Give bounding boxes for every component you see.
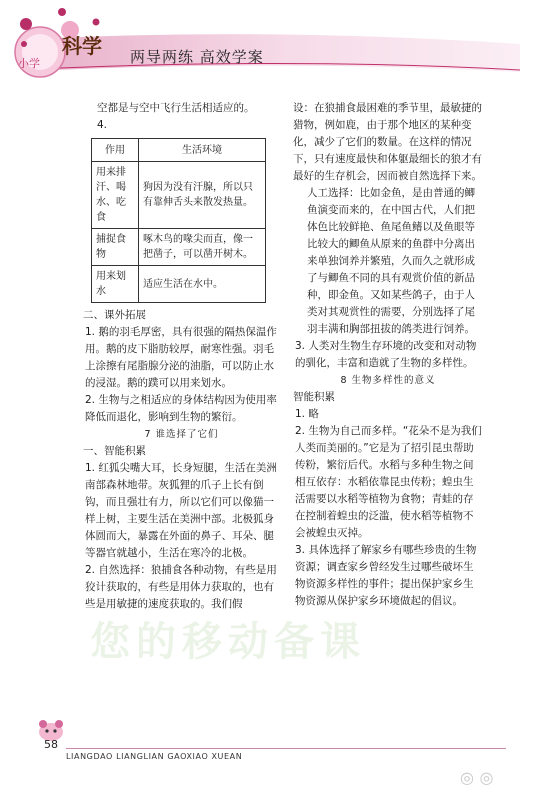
subject-title: 科学: [62, 34, 102, 58]
section-heading: 智能积累: [293, 391, 335, 403]
watermark: 您的移动备课: [90, 618, 366, 665]
table-header-row: [92, 139, 266, 162]
paragraph: 2. 生物为自己而多样。“花朵不是为我们人类而美丽的。”它是为了招引昆虫帮助传粉，繁衍后代。水稻与多种生物之间相互依存：水稻依靠昆虫传粉；蝗虫生活需要以水稻等植物为食物；青蛙的存在控制着蝗虫的泛滥，使水稻等植物不会被蝗虫灭掉。: [295, 425, 482, 539]
left-column: [83, 100, 280, 613]
paragraph: 人工选择：比如金鱼，是由普通的鲫鱼演变而来的，在中国古代，人们把体色比较鲜艳、鱼尾鱼鳍以及鱼眼等比较大的鲫鱼从原来的鱼群中分离出来单独饲养并繁殖，久而久之就形成了与鲫鱼不同的具有观赏价值的新品种，即金鱼。又如某些鸽子，由于人类对其观赏性的需要，分别选择了尾羽丰满和胸部扭拔的鸽类进行饲养。: [307, 187, 475, 335]
habitat-table: [91, 138, 266, 303]
table-cell: 啄木鸟的喙尖而直，像一把凿子，可以凿开树木。: [139, 229, 266, 266]
right-column: [293, 100, 483, 610]
item-number: 4.: [97, 119, 108, 131]
section-heading: 一、智能积累: [83, 445, 146, 457]
table-header-cell: 作用: [92, 139, 139, 162]
paragraph: 2. 生物与之相适应的身体结构因为使用率降低而退化，影响到生物的繁衍。: [85, 394, 277, 423]
lesson-title: 7 谁选择了它们: [144, 429, 219, 440]
page-number: 58: [44, 738, 58, 751]
paragraph: 2. 自然选择：狼捕食各种动物，有些是用狡计获取的，有些是用体力获取的，也有些是用敏捷的速度获取的。我们假: [85, 564, 277, 610]
table-row: [92, 266, 266, 303]
footer-pinyin: LIANGDAO LIANGLIAN GAOXIAO XUEAN: [66, 752, 243, 761]
table-row: [92, 229, 266, 266]
paragraph: 1. 略: [295, 408, 319, 420]
paragraph: 空都是与空中飞行生活相适应的。: [97, 102, 255, 114]
paragraph: 1. 红狐尖嘴大耳，长身短腿，生活在美洲南部森林地带。灰狐狸的爪子上长有倒钩，而且强壮有力，所以它们可以像猫一样上树，主要生活在美洲中部。北极狐身体圆而大，暴露在外面的鼻子、耳朵、腿等器官就越小，生活在寒冷的北极。: [85, 462, 277, 559]
table-cell: 捕捉食物: [92, 229, 139, 266]
section-heading: 二、课外拓展: [83, 309, 146, 321]
grade-badge: 小学: [18, 57, 40, 70]
table-cell: 适应生活在水中。: [139, 266, 266, 303]
footer-divider: [66, 748, 506, 749]
paragraph: 设：在狼捕食最困难的季节里，最敏捷的猎物，例如鹿，由于那个地区的某种变化，减少了它们的数量。在这样的情况下，只有速度最快和体躯最细长的狼才有最好的生存机会，因而被自然选择下来。: [293, 102, 482, 182]
lesson-title: 8 生物多样性的意义: [340, 375, 436, 386]
corner-stamp-logo: ◎ ◎: [460, 768, 494, 787]
series-title: 两导两练 高效学案: [130, 48, 264, 66]
table-cell: 狗因为没有汗腺，所以只有靠伸舌头来散发热量。: [139, 162, 266, 229]
paragraph: 3. 具体选择了解家乡有哪些珍贵的生物资源；调查家乡曾经发生过哪些破坏生物资源多样性的事件；提出保护家乡生物资源从保护家乡环境做起的倡议。: [295, 544, 477, 607]
table-cell: 用来划水: [92, 266, 139, 303]
table-header-cell: 生活环境: [139, 139, 266, 162]
table-row: [92, 162, 266, 229]
table-cell: 用来排汗、喝水、吃食: [92, 162, 139, 229]
paragraph: 3. 人类对生物生存环境的改变和对动物的驯化，丰富和造就了生物的多样性。: [295, 340, 477, 369]
paragraph: 1. 鹅的羽毛厚密，具有很强的隔热保温作用。鹅的皮下脂肪较厚，耐寒性强。羽毛上涂擦有尾脂腺分泌的油脂，可以防止水的浸湿。鹅的蹼可以用来划水。: [85, 326, 277, 389]
